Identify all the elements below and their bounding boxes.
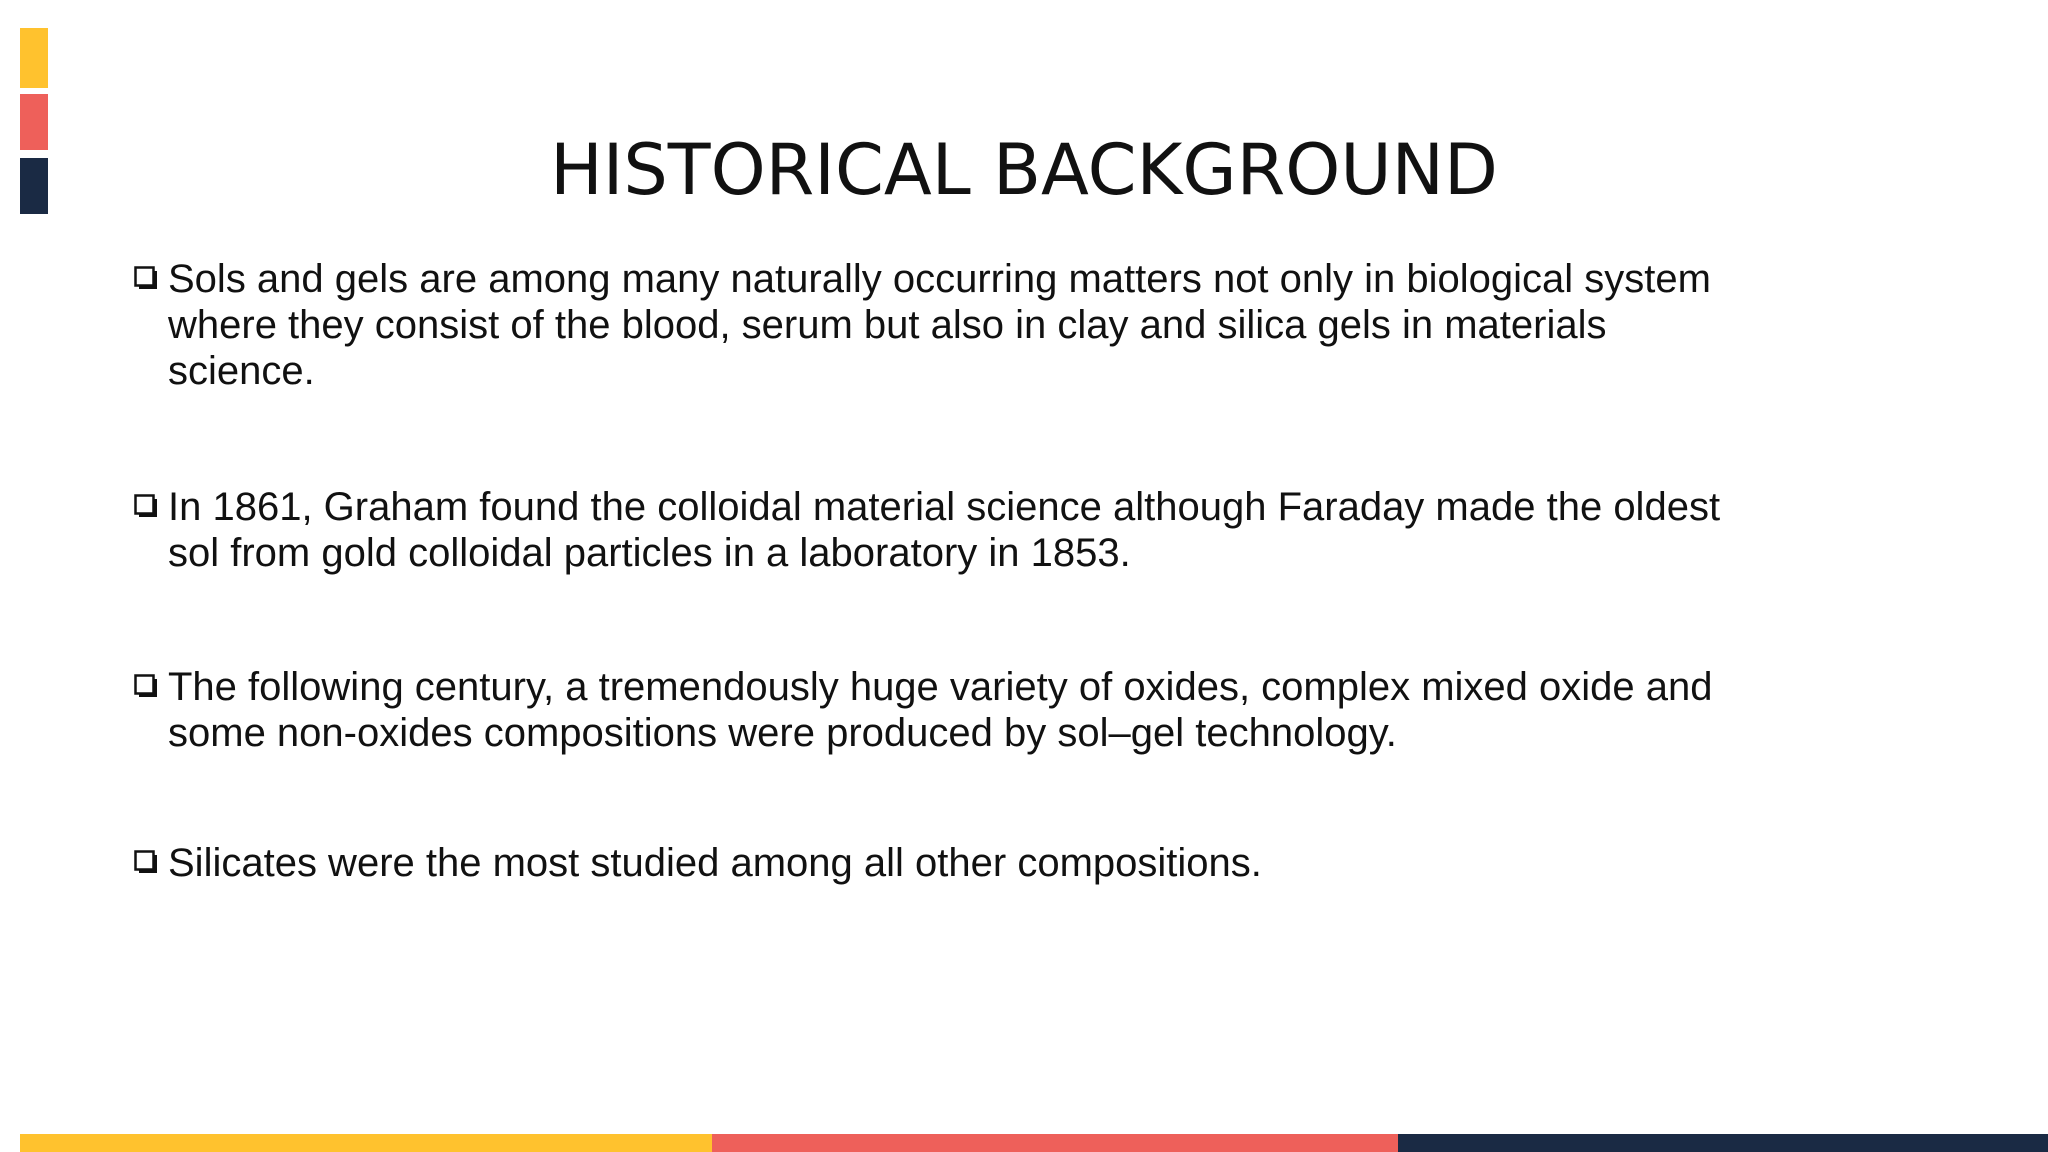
bottom-bar-red xyxy=(712,1134,1398,1152)
bullet-text: Sols and gels are among many naturally occurring matters not only in biological system where they consist of the blood, serum but also in clay and silica gels in materials science. xyxy=(168,257,1711,393)
slide-title: HISTORICAL BACKGROUND xyxy=(550,129,1498,211)
bottom-bar-yellow xyxy=(20,1134,712,1152)
bullet-item xyxy=(132,256,1752,394)
hollow-square-bullet-icon xyxy=(134,266,158,290)
bullet-list xyxy=(132,256,1752,886)
bullet-item xyxy=(132,484,1752,576)
hollow-square-bullet-icon xyxy=(134,494,158,518)
bullet-item xyxy=(132,840,1752,886)
bullet-text: In 1861, Graham found the colloidal material science although Faraday made the oldest sol from gold colloidal particles in a laboratory in 1853. xyxy=(168,485,1721,575)
bullet-item xyxy=(132,664,1752,756)
side-accent-yellow xyxy=(20,28,48,88)
hollow-square-bullet-icon xyxy=(134,674,158,698)
bullet-text: Silicates were the most studied among all other compositions. xyxy=(168,841,1262,885)
bullet-text: The following century, a tremendously huge variety of oxides, complex mixed oxide and some non-oxides compositions were produced by sol–gel technology. xyxy=(168,665,1713,755)
hollow-square-bullet-icon xyxy=(134,850,158,874)
bottom-bar-navy xyxy=(1398,1134,2048,1152)
